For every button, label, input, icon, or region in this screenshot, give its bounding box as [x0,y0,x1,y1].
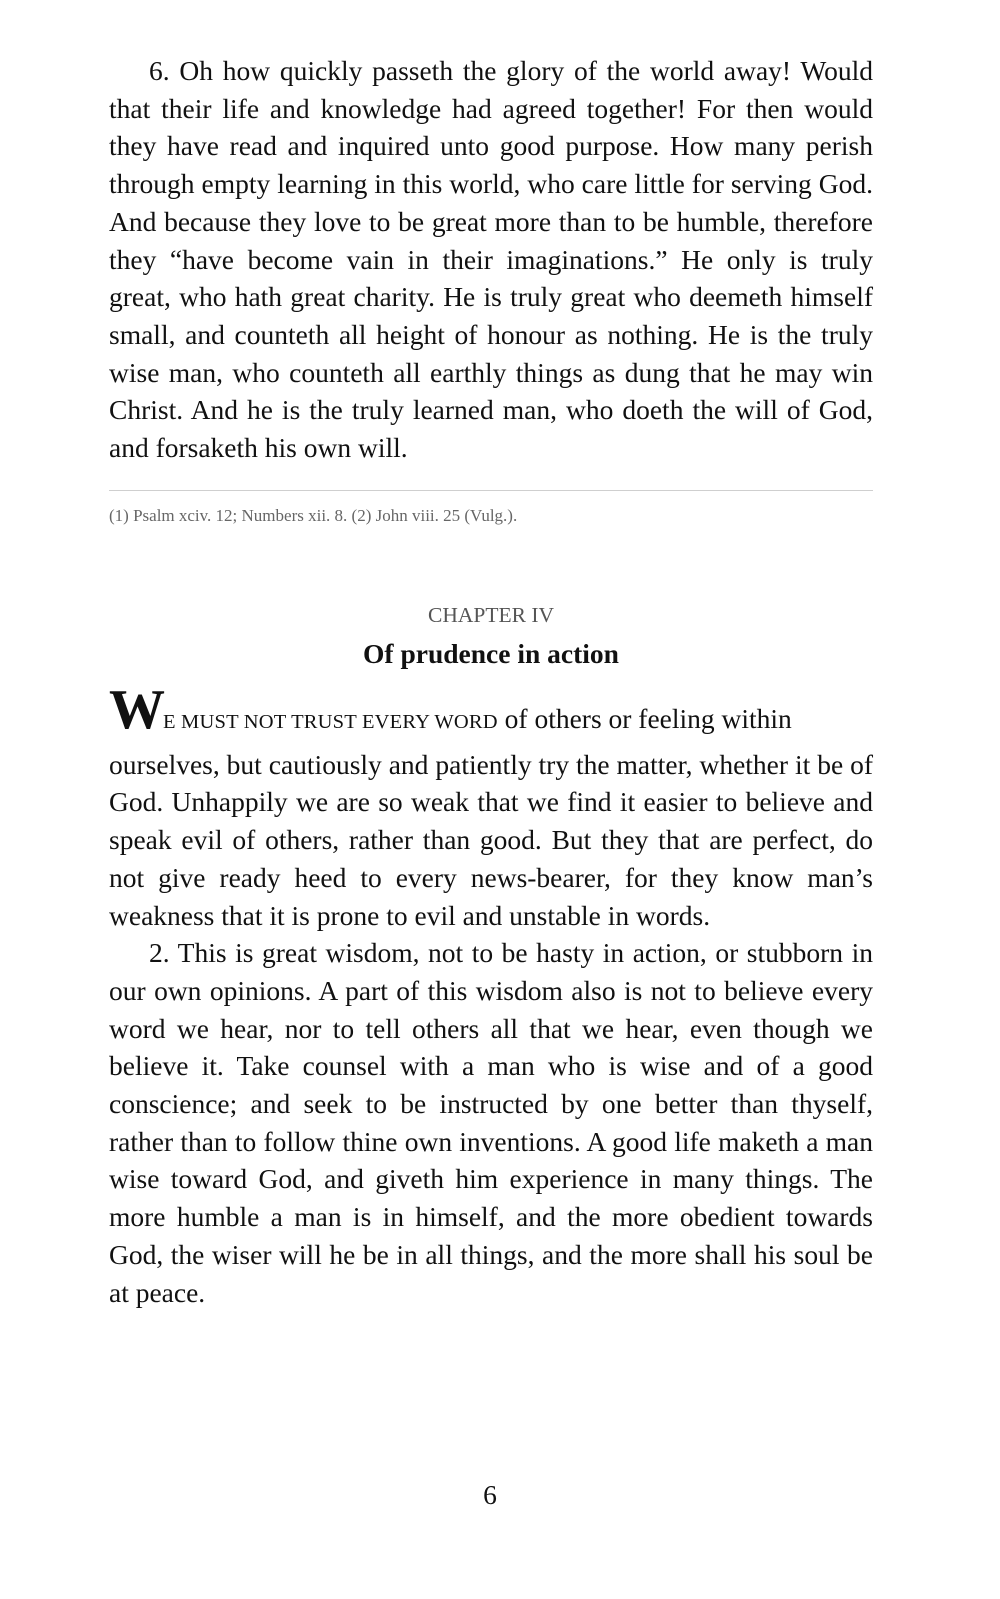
opening-smallcaps: E MUST NOT TRUST EVERY WORD [163,710,498,733]
chapter-paragraph-1 [109,678,873,935]
chapter-label: CHAPTER IV [427,602,555,627]
paragraph-6: 6. Oh how quickly passeth the glory of the world away! Would that their life and knowledge had agreed together! For then would they have read and inquired unto good purpose. How many perish through empty learning in this world, who care little for serving God. And because they love to be great more than to be humble, therefore they “have become vain in their imaginations.” He only is truly great, who hath great charity. He is truly great who deemeth himself small, and counteth all height of honour as nothing. He is the truly wise man, who counteth all earthly things as dung that he may win Christ. And he is the truly learned man, who doeth the will of God, and forsaketh his own will. [109,55,873,464]
chapter-title: Of prudence in action [363,637,619,669]
page-number: 6 [483,1479,497,1510]
footnote-divider [109,490,873,491]
opening-line [109,678,873,746]
page-content [109,52,873,1311]
paragraph-1-continuation: ourselves, but cautiously and patiently try the matter, whether it be of God. Unhappily we are so weak that we find it easier to believe and speak evil of others, rather than good. But they that are perfect, do not give ready heed to every news-bearer, for they know man’s weakness that it is prone to evil and unstable in words. [109,748,873,931]
drop-cap: W [109,678,163,741]
chapter-body [109,678,873,1312]
opening-rest: of others or feeling within [497,702,792,734]
chapter-paragraph-2: 2. This is great wisdom, not to be hasty in action, or stubborn in our own opinions. A part of this wisdom also is not to believe every word we hear, nor to tell others all that we hear, even though we believe it. Take counsel with a man who is wise and of a good conscience; and seek to be instructed by one better than thyself, rather than to follow thine own inventions. A good life maketh a man wise toward God, and giveth him experience in many things. The more humble a man is in himself, and the more obedient towards God, the wiser will he be in all things, and the more shall his soul be at peace. [109,937,873,1308]
footnote: (1) Psalm xciv. 12; Numbers xii. 8. (2) John viii. 25 (Vulg.). [109,505,518,525]
